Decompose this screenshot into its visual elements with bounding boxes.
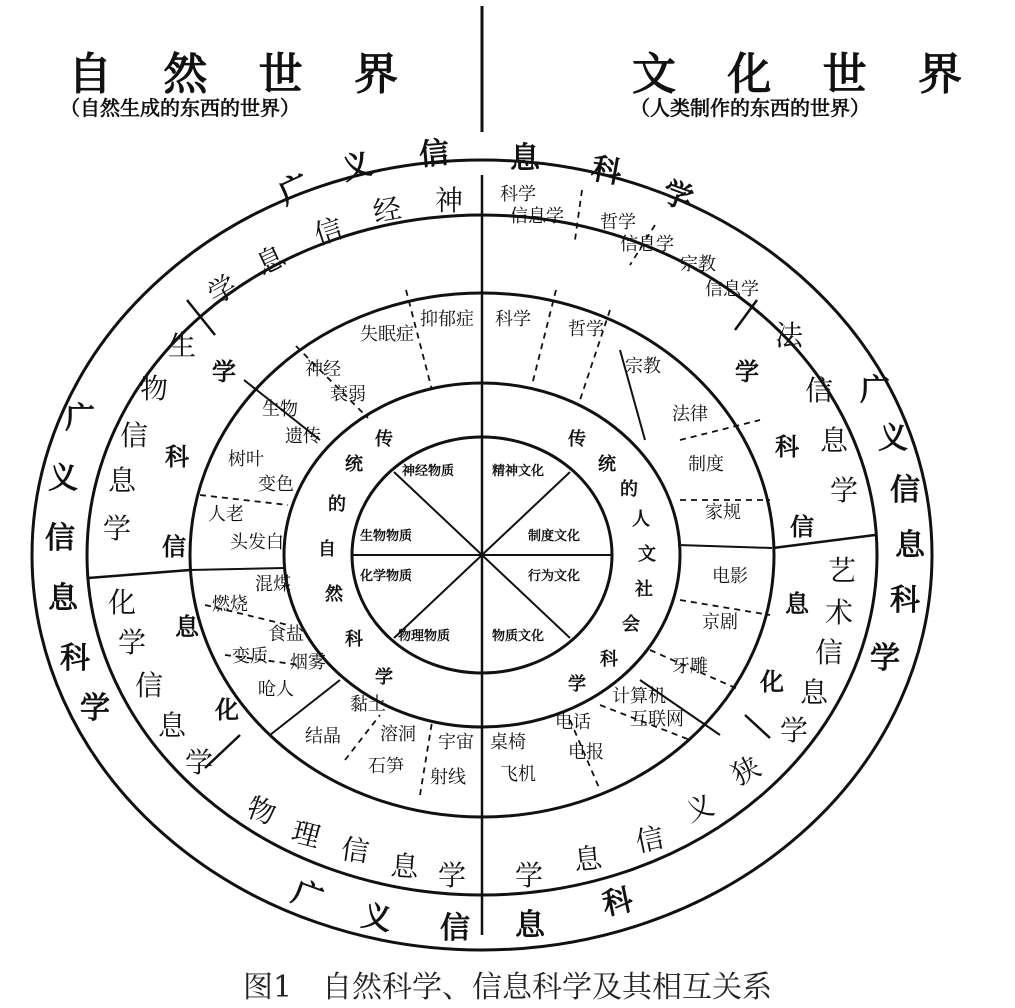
outer-bottom-ch2: 义 (358, 898, 395, 939)
bio-info-ch3: 信 (120, 419, 149, 452)
chem-info-ch5: 学 (185, 746, 214, 779)
ring3-left-items (208, 309, 474, 788)
item-leaf: 树叶 (228, 449, 264, 470)
outer-right-ch5: 科 (890, 583, 920, 618)
item-religion: 宗教 (625, 356, 661, 377)
ring3-right-items (490, 309, 748, 785)
core-institutional-culture: 制度文化 (528, 529, 581, 544)
cultural-world-subtitle: （人类制作的东西的世界） (630, 96, 870, 120)
item-computer: 计算机 (612, 686, 666, 707)
outer-left-ch2: 义 (48, 461, 78, 496)
item-family-rules: 家规 (705, 502, 741, 523)
ring3-left-hua: 化 (215, 696, 239, 724)
core-chemical-matter: 化学物质 (360, 569, 413, 584)
phys-info-ch2: 理 (288, 814, 324, 855)
outer-right-ch6: 学 (870, 641, 900, 676)
item-depression: 抑郁症 (420, 309, 474, 330)
ring3-left-xin: 信 (162, 533, 186, 561)
cultural-world-title: 文 化 世 界 (632, 49, 980, 100)
chem-info-ch4: 息 (158, 709, 187, 742)
art-info-ch3: 信 (815, 636, 844, 669)
item-clay: 黏土 (350, 694, 386, 715)
outer-right-ch3: 信 (890, 473, 920, 508)
outer-left-ch5: 科 (60, 641, 90, 676)
item-movie: 电影 (712, 566, 748, 587)
item-stalagmite: 石笋 (368, 756, 404, 777)
outer-left-ch3: 信 (45, 521, 75, 556)
core-bio-matter: 生物物质 (360, 529, 413, 544)
item-weak: 衰弱 (330, 384, 366, 405)
outer-bottom-ch3: 信 (440, 911, 470, 946)
bio-info-ch2: 物 (140, 372, 169, 405)
trad-social-ch2: 统 (598, 454, 616, 475)
item-discolor: 变色 (258, 474, 294, 495)
narrow-info-ch5: 狭 (725, 749, 767, 793)
neural-info-ch4: 息 (251, 239, 291, 282)
trad-natural-ch7: 学 (375, 667, 393, 688)
trad-social-ch5: 文 (638, 544, 656, 565)
ring3-left-xi: 息 (175, 613, 199, 641)
outer-top-right-ch3: 学 (657, 174, 698, 218)
item-furniture: 桌椅 (490, 732, 526, 753)
outer-top-right-ch1: 息 (510, 141, 540, 176)
figure-caption: 图1 自然科学、信息科学及其相互关系 (242, 970, 773, 1005)
philosophy-label: 哲学 (600, 212, 636, 233)
ring4-labels (318, 428, 656, 695)
ring3-right-xue: 学 (735, 358, 759, 386)
trad-social-ch1: 传 (568, 429, 586, 450)
trad-social-ch7: 会 (622, 614, 640, 635)
narrow-info-ch1: 学 (515, 859, 544, 892)
phys-info-ch4: 息 (389, 849, 420, 884)
core-physical-matter: 物理物质 (398, 629, 451, 644)
trad-natural-ch1: 传 (375, 429, 393, 450)
ring3-right-hua: 化 (760, 668, 784, 696)
trad-natural-ch2: 统 (345, 454, 363, 475)
trad-social-ch6: 社 (635, 579, 653, 600)
item-cave: 溶洞 (380, 724, 416, 745)
outer-right-ch1: 广 (860, 373, 890, 408)
science-info-label: 信息学 (510, 206, 564, 227)
neural-info-ch1: 神 (435, 184, 464, 217)
neural-info-ch2: 经 (370, 191, 404, 229)
item-coal: 混煤 (255, 574, 291, 595)
philosophy-info-label: 信息学 (620, 234, 674, 255)
bio-info-ch4: 息 (108, 464, 137, 497)
trad-social-ch4: 人 (632, 509, 650, 530)
chem-info-ch3: 信 (135, 669, 164, 702)
outer-left-ch1: 广 (65, 401, 95, 436)
neural-info-ch3: 信 (309, 211, 347, 252)
item-burn: 燃烧 (212, 594, 248, 615)
law-info-ch4: 学 (830, 474, 859, 507)
art-info-ch1: 艺 (828, 554, 857, 587)
item-philosophy: 哲学 (568, 319, 604, 340)
ring3-left-ke: 科 (165, 443, 189, 471)
item-phone: 电话 (555, 712, 591, 733)
law-info-ch2: 信 (805, 374, 834, 407)
chem-info-ch2: 学 (118, 626, 147, 659)
outer-left-ch4: 息 (48, 581, 78, 616)
art-info-ch4: 息 (800, 676, 829, 709)
bio-info-ch1: 生 (168, 329, 197, 362)
bio-info-ch5: 学 (103, 512, 132, 545)
phys-info-ch3: 信 (339, 832, 372, 869)
item-telegraph: 电报 (568, 742, 604, 763)
outer-left-ch6: 学 (80, 691, 110, 726)
outer-right-ch2: 义 (878, 421, 908, 456)
trad-social-ch3: 的 (620, 479, 638, 500)
core-material-culture: 物质文化 (492, 629, 545, 644)
ring3-left-xue: 学 (212, 358, 236, 386)
item-ivory: 牙雕 (672, 656, 708, 677)
science-label: 科学 (500, 184, 536, 205)
item-smoke: 烟雾 (290, 652, 326, 673)
law-info-ch3: 息 (820, 424, 849, 457)
item-insomnia: 失眠症 (360, 324, 414, 345)
item-genetic: 遗传 (285, 426, 321, 447)
narrow-info-ch4: 义 (681, 787, 719, 829)
outer-top-right-ch2: 科 (588, 151, 625, 192)
narrow-info-ch2: 息 (572, 841, 604, 877)
ring2-top-right-labels (500, 184, 759, 300)
art-info-ch5: 学 (780, 714, 809, 747)
phys-info-ch1: 物 (242, 790, 281, 832)
item-ray: 射线 (430, 767, 466, 788)
neural-info-ch5: 学 (202, 268, 243, 312)
trad-natural-ch6: 科 (345, 629, 363, 650)
outer-bottom-ch4: 息 (515, 908, 545, 943)
ring3-right-ke: 科 (775, 433, 799, 461)
law-info-ch1: 法 (775, 319, 804, 352)
trad-natural-ch4: 自 (318, 539, 336, 560)
outer-top-left-ch2: 义 (338, 146, 377, 188)
outer-top-left-ch3: 信 (417, 135, 451, 173)
phys-info-ch5: 学 (438, 859, 467, 892)
item-salt: 食盐 (268, 624, 304, 645)
religion-label: 宗教 (680, 254, 716, 275)
outer-bottom-ch1: 广 (287, 874, 328, 918)
item-old: 人老 (208, 504, 244, 525)
item-cosmic: 宇宙 (438, 732, 474, 753)
trad-social-ch9: 学 (568, 674, 586, 695)
religion-info-label: 信息学 (705, 279, 759, 300)
item-spoil: 变质 (232, 646, 268, 667)
trad-natural-ch5: 然 (325, 584, 343, 605)
trad-natural-ch3: 的 (328, 494, 346, 515)
item-law: 法律 (672, 404, 708, 425)
core-neural-matter: 神经物质 (402, 464, 455, 479)
item-system: 制度 (688, 454, 724, 475)
item-choke: 呛人 (258, 679, 294, 700)
chem-info-ch1: 化 (108, 586, 137, 619)
outer-right-ch4: 息 (895, 528, 925, 563)
item-internet: 互联网 (630, 709, 684, 730)
art-info-ch2: 术 (825, 596, 854, 629)
item-plane: 飞机 (500, 764, 536, 785)
item-whitehair: 头发白 (230, 532, 284, 553)
item-bio: 生物 (262, 399, 298, 420)
trad-social-ch8: 科 (600, 649, 618, 670)
core-behavioral-culture: 行为文化 (528, 569, 581, 584)
ring3-right-xi: 息 (785, 590, 809, 618)
core-spiritual-culture: 精神文化 (492, 464, 545, 479)
ring3-right-xin: 信 (790, 513, 814, 541)
natural-world-subtitle: （自然生成的东西的世界） (60, 96, 300, 120)
item-neural: 神经 (305, 359, 341, 380)
item-crystal: 结晶 (305, 726, 341, 747)
item-science: 科学 (495, 309, 531, 330)
outer-bottom-ch5: 科 (599, 882, 637, 923)
item-opera: 京剧 (702, 612, 738, 633)
narrow-info-ch3: 信 (632, 820, 667, 859)
natural-world-title: 自 然 世 界 (68, 49, 416, 100)
outer-top-left-ch1: 广 (273, 167, 316, 213)
